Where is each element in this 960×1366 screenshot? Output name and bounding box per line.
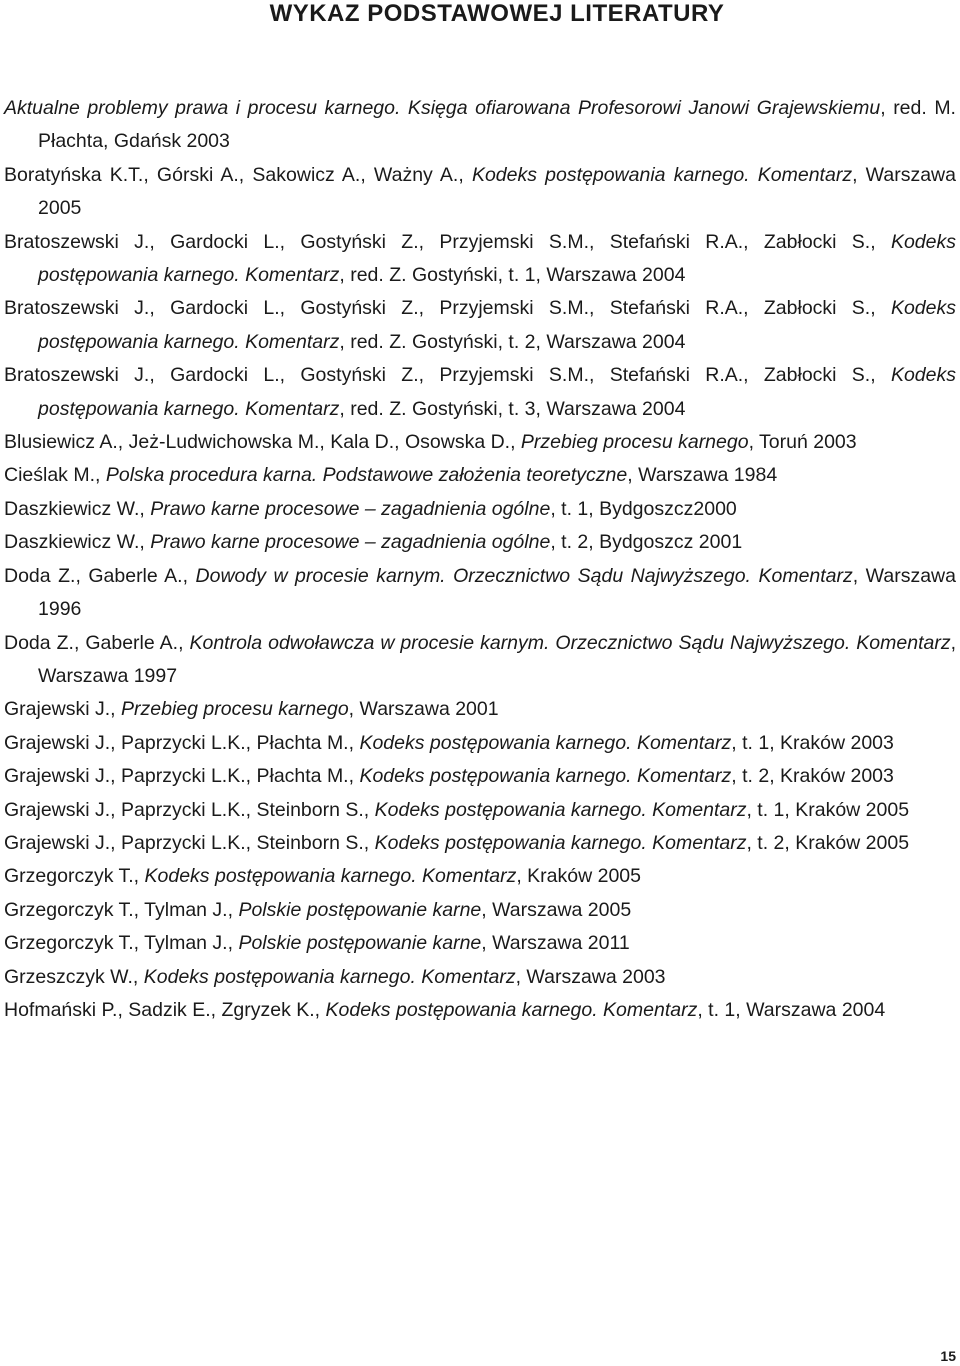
entry-text: , t. 1, Bydgoszcz2000 [550, 497, 737, 520]
entry-text: , t. 2, Bydgoszcz 2001 [550, 531, 743, 554]
bibliography-entry [4, 827, 956, 860]
entry-text: , t. 1, Kraków 2003 [731, 731, 894, 754]
entry-text: , Warszawa 2003 [515, 965, 666, 988]
entry-title-italic: Polskie postępowanie karne [238, 932, 482, 955]
bibliography-entry [4, 994, 956, 1027]
entry-title-italic: Aktualne problemy prawa i procesu karnego. Księga ofiarowana Profesorowi Janowi Grajewskiemu [4, 97, 881, 119]
entry-text: , Warszawa 2011 [481, 932, 630, 955]
entry-title-italic: Kodeks postępowania karnego. Komentarz [325, 998, 698, 1021]
entry-text: , t. 2, Kraków 2005 [746, 831, 910, 854]
bibliography-entry [4, 459, 956, 492]
entry-text: Grajewski J., [4, 698, 122, 721]
entry-title-italic: Kodeks postępowania karnego. Komentarz [143, 965, 516, 988]
entry-text: , Warszawa 1997 [38, 631, 956, 687]
entry-text: Grajewski J., Paprzycki L.K., Steinborn S., [4, 831, 375, 854]
entry-title-italic: Dowody w procesie karnym. Orzecznictwo Sądu Najwyższego. Komentarz [195, 564, 853, 587]
entry-text: , red. M. Płachta, Gdańsk 2003 [38, 97, 956, 153]
entry-text: Daszkiewicz W., [4, 531, 151, 554]
entry-text: , Warszawa 2001 [348, 698, 499, 721]
bibliography-list [4, 92, 956, 1027]
entry-text: Grzegorczyk T., Tylman J., [4, 932, 239, 955]
entry-title-italic: Kodeks postępowania karnego. Komentarz [471, 163, 853, 186]
entry-text: Grzeszczyk W., [4, 965, 144, 988]
bibliography-entry [4, 92, 956, 159]
bibliography-entry [4, 961, 956, 994]
entry-title-italic: Przebieg procesu karnego [520, 431, 749, 454]
entry-text: Bratoszewski J., Gardocki L., Gostyński Z., Przyjemski S.M., Stefański R.A., Zabłocki S., [4, 297, 891, 320]
entry-text: Grzegorczyk T., [4, 865, 145, 888]
entry-text: , t. 1, Warszawa 2004 [697, 998, 886, 1021]
entry-title-italic: Kodeks postępowania karnego. Komentarz [359, 731, 732, 754]
bibliography-entry [4, 560, 956, 627]
entry-text: , red. Z. Gostyński, t. 3, Warszawa 2004 [339, 397, 686, 420]
bibliography-entry [4, 894, 956, 927]
entry-title-italic: Kontrola odwoławcza w procesie karnym. Orzecznictwo Sądu Najwyższego. Komentarz [189, 631, 951, 654]
page-title: WYKAZ PODSTAWOWEJ LITERATURY [269, 0, 725, 27]
bibliography-entry [4, 927, 956, 960]
entry-title-italic: Przebieg procesu karnego [121, 698, 349, 721]
entry-text: , t. 2, Kraków 2003 [731, 765, 894, 788]
entry-text: Grajewski J., Paprzycki L.K., Płachta M., [4, 731, 360, 754]
entry-text: , red. Z. Gostyński, t. 2, Warszawa 2004 [339, 330, 686, 353]
entry-text: Hofmański P., Sadzik E., Zgryzek K., [4, 998, 326, 1021]
bibliography-entry [4, 627, 956, 694]
page-number: 15 [940, 1348, 956, 1364]
entry-title-italic: Prawo karne procesowe – zagadnienia ogólne [150, 497, 551, 520]
bibliography-entry [4, 359, 956, 426]
bibliography-entry [4, 426, 956, 459]
entry-text: Cieślak M., [4, 464, 106, 487]
entry-text: , Kraków 2005 [516, 865, 641, 888]
entry-text: Doda Z., Gaberle A., [4, 564, 196, 587]
entry-title-italic: Polska procedura karna. Podstawowe założenia teoretyczne [105, 464, 628, 487]
entry-text: Doda Z., Gaberle A., [4, 631, 190, 654]
entry-text: Grajewski J., Paprzycki L.K., Steinborn S., [4, 798, 375, 821]
bibliography-entry [4, 159, 956, 226]
entry-title-italic: Kodeks postępowania karnego. Komentarz [38, 230, 956, 287]
entry-text: Grajewski J., Paprzycki L.K., Płachta M., [4, 765, 360, 788]
bibliography-entry [4, 526, 956, 559]
entry-text: Daszkiewicz W., [4, 497, 151, 520]
bibliography-entry [4, 292, 956, 359]
entry-title-italic: Kodeks postępowania karnego. Komentarz [38, 297, 956, 353]
entry-text: , Warszawa 2005 [481, 898, 632, 921]
entry-text: Bratoszewski J., Gardocki L., Gostyński Z., Przyjemski S.M., Stefański R.A., Zabłocki S., [4, 230, 891, 253]
entry-title-italic: Polskie postępowanie karne [238, 898, 482, 921]
bibliography-entry [4, 860, 956, 893]
entry-text: , Warszawa 1984 [627, 464, 778, 487]
entry-title-italic: Kodeks postępowania karnego. Komentarz [374, 798, 747, 821]
bibliography-entry [4, 226, 956, 293]
entry-title-italic: Kodeks postępowania karnego. Komentarz [38, 364, 956, 420]
entry-title-italic: Kodeks postępowania karnego. Komentarz [374, 831, 747, 854]
bibliography-entry [4, 693, 956, 726]
entry-text: Boratyńska K.T., Górski A., Sakowicz A., Ważny A., [4, 163, 472, 186]
entry-text: Blusiewicz A., Jeż-Ludwichowska M., Kala D., Osowska D., [4, 431, 521, 454]
bibliography-entry [4, 727, 956, 760]
bibliography-entry [4, 493, 956, 526]
entry-text: , Warszawa 2005 [38, 163, 956, 220]
entry-text: Bratoszewski J., Gardocki L., Gostyński Z., Przyjemski S.M., Stefański R.A., Zabłocki S., [4, 364, 891, 387]
entry-text: , Toruń 2003 [748, 431, 857, 454]
entry-text: Grzegorczyk T., Tylman J., [4, 898, 239, 921]
bibliography-entry [4, 760, 956, 793]
entry-title-italic: Prawo karne procesowe – zagadnienia ogólne [150, 531, 551, 554]
entry-text: , red. Z. Gostyński, t. 1, Warszawa 2004 [339, 264, 686, 287]
entry-title-italic: Kodeks postępowania karnego. Komentarz [359, 765, 732, 788]
entry-title-italic: Kodeks postępowania karnego. Komentarz [144, 865, 517, 888]
entry-text: , t. 1, Kraków 2005 [746, 798, 910, 821]
bibliography-entry [4, 794, 956, 827]
entry-text: , Warszawa 1996 [38, 564, 956, 621]
